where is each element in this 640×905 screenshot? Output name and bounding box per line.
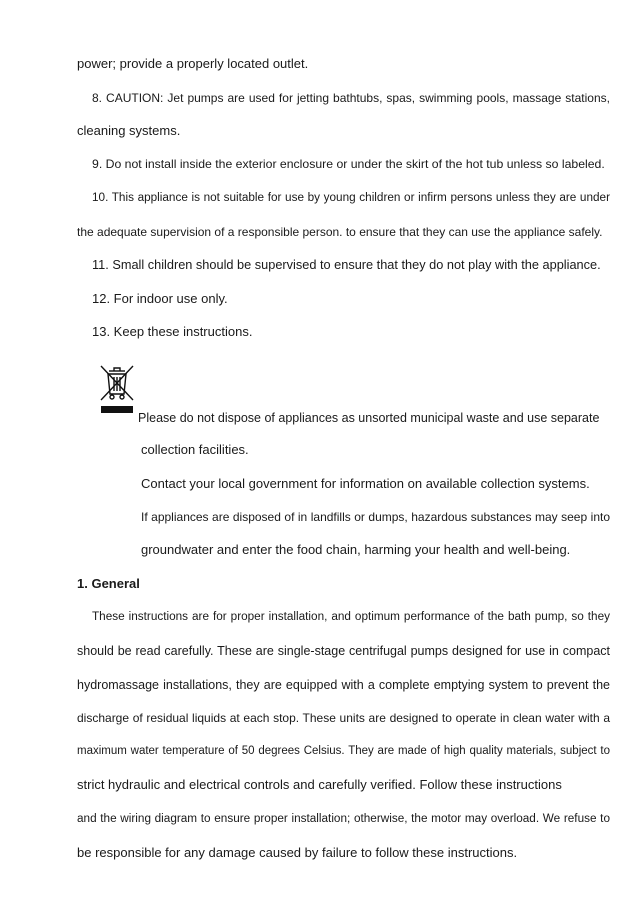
disposal-line-3: Contact your local government for information on available collection systems.	[141, 476, 590, 491]
section-heading-general: 1. General	[77, 576, 140, 591]
item-10-line-2: the adequate supervision of a responsible person. to ensure that they can use the appliance safely.	[77, 225, 603, 239]
general-line-1: These instructions are for proper installation, and optimum performance of the bath pump, so they	[92, 610, 610, 623]
general-line-3: hydromassage installations, they are equipped with a complete emptying system to prevent the	[77, 678, 610, 692]
paragraph-line: power; provide a properly located outlet.	[77, 56, 309, 71]
disposal-line-1: Please do not dispose of appliances as unsorted municipal waste and use separate	[138, 411, 600, 425]
general-line-4: discharge of residual liquids at each stop. These units are designed to operate in clean water with a	[77, 711, 610, 725]
item-12: 12. For indoor use only.	[92, 291, 228, 306]
item-8-line-2: cleaning systems.	[77, 123, 181, 138]
crossed-out-wheelie-bin-icon	[97, 362, 137, 418]
disposal-line-4: If appliances are disposed of in landfills or dumps, hazardous substances may seep into	[141, 510, 610, 524]
general-line-5: maximum water temperature of 50 degrees Celsius. They are made of high quality materials, subject to	[77, 745, 610, 757]
disposal-line-2: collection facilities.	[141, 442, 249, 457]
item-9: 9. Do not install inside the exterior enclosure or under the skirt of the hot tub unless so labeled.	[92, 157, 605, 171]
item-8-line-1: 8. CAUTION: Jet pumps are used for jetting bathtubs, spas, swimming pools, massage stations,	[92, 91, 610, 105]
item-11: 11. Small children should be supervised to ensure that they do not play with the appliance.	[92, 257, 601, 272]
general-line-8: be responsible for any damage caused by failure to follow these instructions.	[77, 845, 518, 860]
general-line-2: should be read carefully. These are single-stage centrifugal pumps designed for use in compact	[77, 644, 610, 658]
general-line-6: strict hydraulic and electrical controls and carefully verified. Follow these instructions	[77, 777, 562, 792]
item-10-line-1: 10. This appliance is not suitable for use by young children or infirm persons unless they are under	[92, 191, 610, 204]
general-line-7: and the wiring diagram to ensure proper installation; otherwise, the motor may overload. We refuse to	[77, 812, 610, 825]
item-13: 13. Keep these instructions.	[92, 324, 253, 339]
disposal-line-5: groundwater and enter the food chain, harming your health and well-being.	[141, 542, 571, 557]
